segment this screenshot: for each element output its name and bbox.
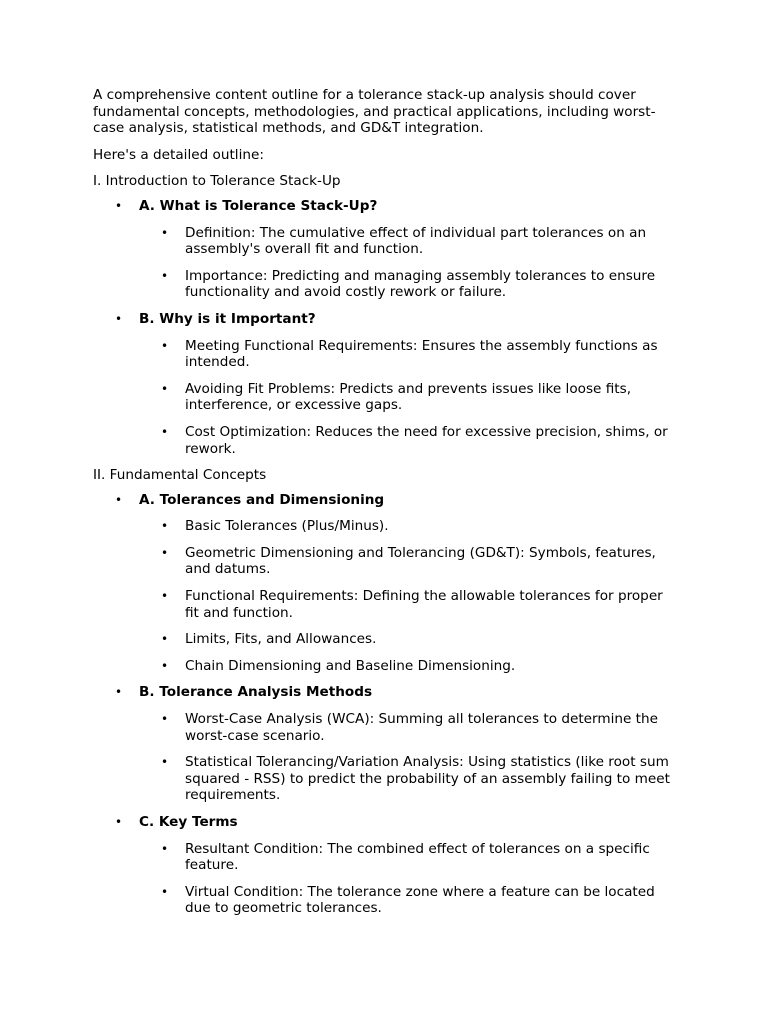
- point-item: [139, 545, 678, 578]
- bullet-icon: •: [161, 884, 169, 899]
- subsection-list: [93, 198, 678, 457]
- bullet-icon: •: [115, 685, 123, 700]
- subsection-item: [93, 814, 678, 917]
- point-text: Statistical Tolerancing/Variation Analysis: Using statistics (like root sum squared - RSS) to predict the probability of an assembly failing to meet requirements.: [185, 754, 670, 804]
- point-item: [139, 884, 678, 917]
- point-text: Cost Optimization: Reduces the need for excessive precision, shims, or rework.: [185, 423, 668, 457]
- point-text: Virtual Condition: The tolerance zone where a feature can be located due to geometric tolerances.: [185, 883, 655, 917]
- bullet-icon: •: [161, 424, 169, 439]
- point-text: Importance: Predicting and managing assembly tolerances to ensure functionality and avoid costly rework or failure.: [185, 267, 656, 301]
- section-introduction: [93, 173, 678, 457]
- subsection-title: A. What is Tolerance Stack-Up?: [139, 197, 378, 214]
- point-item: [139, 841, 678, 874]
- point-item: [139, 225, 678, 258]
- point-item: [139, 381, 678, 414]
- point-list: [139, 841, 678, 917]
- bullet-icon: •: [161, 338, 169, 353]
- point-text: Avoiding Fit Problems: Predicts and prevents issues like loose fits, interference, or excessive gaps.: [185, 380, 632, 414]
- intro-lead: Here's a detailed outline:: [93, 146, 264, 163]
- point-text: Resultant Condition: The combined effect of tolerances on a specific feature.: [185, 840, 650, 874]
- point-list: [139, 518, 678, 674]
- bullet-icon: •: [161, 841, 169, 856]
- bullet-icon: •: [161, 381, 169, 396]
- subsection-list: [93, 492, 678, 917]
- point-list: [139, 338, 678, 458]
- subsection-title: C. Key Terms: [139, 814, 238, 830]
- point-list: [139, 711, 678, 804]
- point-list: [139, 225, 678, 301]
- point-text: Functional Requirements: Defining the allowable tolerances for proper fit and function.: [185, 588, 663, 621]
- bullet-icon: •: [161, 589, 169, 604]
- subsection-item: [93, 311, 678, 457]
- bullet-icon: •: [115, 311, 123, 326]
- bullet-icon: •: [115, 815, 123, 829]
- subsection-item: [93, 684, 678, 804]
- point-text: Geometric Dimensioning and Tolerancing (GD&T): Symbols, features, and datums.: [185, 544, 656, 578]
- bullet-icon: •: [115, 492, 123, 507]
- bullet-icon: •: [161, 268, 169, 283]
- point-text: Chain Dimensioning and Baseline Dimensioning.: [185, 657, 516, 674]
- bullet-icon: •: [161, 632, 169, 647]
- bullet-icon: •: [161, 755, 169, 770]
- point-text: Definition: The cumulative effect of individual part tolerances on an assembly's overall fit and function.: [185, 224, 647, 258]
- bullet-icon: •: [115, 198, 123, 213]
- point-text: Basic Tolerances (Plus/Minus).: [185, 518, 389, 535]
- section-fundamental-concepts: [93, 467, 678, 917]
- bullet-icon: •: [161, 545, 169, 560]
- point-item: [139, 518, 678, 535]
- point-item: [139, 754, 678, 804]
- point-text: Meeting Functional Requirements: Ensures the assembly functions as intended.: [185, 337, 658, 371]
- point-item: [139, 268, 678, 301]
- bullet-icon: •: [161, 519, 169, 534]
- subsection-item: [93, 198, 678, 301]
- point-item: [139, 588, 678, 621]
- bullet-icon: •: [161, 712, 169, 727]
- section-heading: II. Fundamental Concepts: [93, 467, 267, 484]
- section-heading: I. Introduction to Tolerance Stack-Up: [93, 173, 341, 190]
- point-item: [139, 711, 678, 744]
- intro-paragraph: A comprehensive content outline for a tolerance stack-up analysis should cover fundamental concepts, methodologies, and practical applications, including worst-case analysis, statistical methods, and GD&T integration.: [93, 87, 656, 137]
- subsection-title: B. Tolerance Analysis Methods: [139, 684, 373, 701]
- bullet-icon: •: [161, 658, 169, 673]
- point-text: Limits, Fits, and Allowances.: [185, 631, 377, 648]
- point-item: [139, 424, 678, 457]
- point-item: [139, 338, 678, 371]
- bullet-icon: •: [161, 225, 169, 240]
- subsection-item: [93, 492, 678, 675]
- subsection-title: A. Tolerances and Dimensioning: [139, 491, 385, 508]
- point-item: [139, 631, 678, 648]
- point-text: Worst-Case Analysis (WCA): Summing all tolerances to determine the worst-case scenario.: [185, 711, 658, 744]
- point-item: [139, 658, 678, 675]
- subsection-title: B. Why is it Important?: [139, 310, 316, 327]
